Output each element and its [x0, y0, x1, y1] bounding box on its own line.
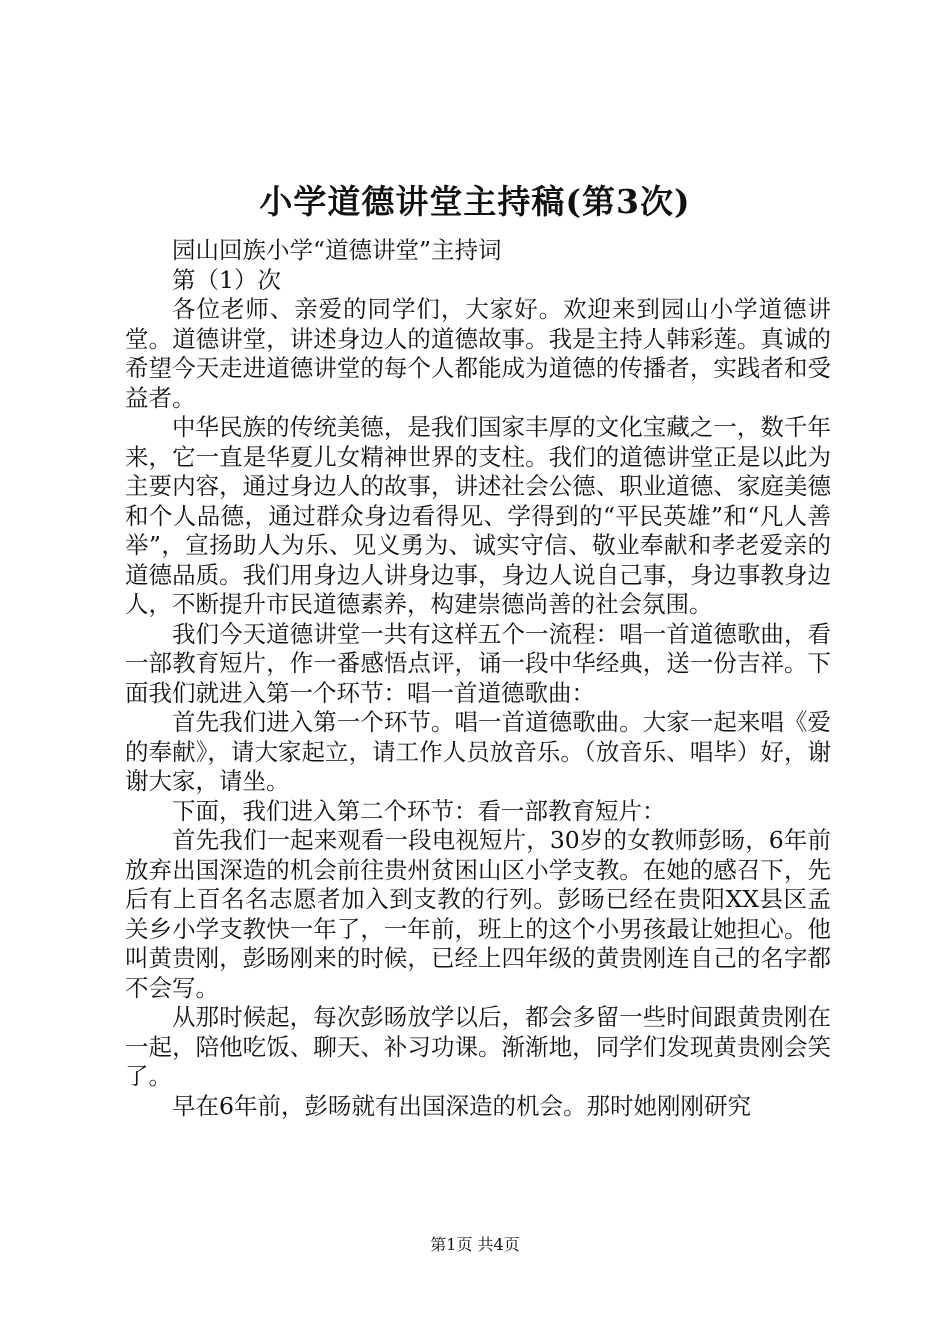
body-paragraph: 首先我们进入第一个环节。唱一首道德歌曲。大家一起来唱《爱的奉献》，请大家起立，请工作人员放音乐。（放音乐、唱毕）好，谢谢大家，请坐。 — [125, 708, 831, 795]
page-footer: 第1页 共4页 — [430, 1235, 520, 1254]
body-paragraph: 早在6年前，彭旸就有出国深造的机会。那时她刚刚研究 — [172, 1091, 751, 1120]
body-paragraph: 首先我们一起来观看一段电视短片，30岁的女教师彭旸，6年前放弃出国深造的机会前往贵州贫困山区小学支教。在她的感召下，先后有上百名名志愿者加入到支教的行列。彭旸已经在贵阳XX县区孟关乡小学支教快一年了，一年前，班上的这个小男孩最让她担心。他叫黄贵刚，彭旸刚来的时候，已经上四年级的黄贵刚连自己的名字都不会写。 — [125, 826, 831, 1002]
body-paragraph: 中华民族的传统美德，是我们国家丰厚的文化宝藏之一，数千年来，它一直是华夏儿女精神世界的支柱。我们的道德讲堂正是以此为主要内容，通过身边人的故事，讲述社会公德、职业道德、家庭美德和个人品德，通过群众身边看得见、学得到的“平民英雄”和“凡人善举”，宣扬助人为乐、见义勇为、诚实守信、敬业奉献和孝老爱亲的道德品质。我们用身边人讲身边事，身边人说自己事，身边事教身边人，不断提升市民道德素养，构建崇德尚善的社会氛围。 — [125, 413, 831, 618]
body-paragraph: 下面，我们进入第二个环节：看一部教育短片： — [172, 796, 666, 825]
body-paragraph: 各位老师、亲爱的同学们，大家好。欢迎来到园山小学道德讲堂。道德讲堂，讲述身边人的道德故事。我是主持人韩彩莲。真诚的希望今天走进道德讲堂的每个人都能成为道德的传播者，实践者和受益者。 — [125, 295, 831, 412]
document-title: 小学道德讲堂主持稿(第3次) — [259, 182, 691, 221]
school-heading-line: 园山回族小学“道德讲堂”主持词 — [172, 236, 502, 264]
document-body — [125, 236, 831, 1121]
body-paragraph: 我们今天道德讲堂一共有这样五个一流程：唱一首道德歌曲，看一部教育短片，作一番感悟点评，诵一段中华经典，送一份吉祥。下面我们就进入第一个环节：唱一首道德歌曲： — [125, 619, 831, 707]
session-number-line: 第（1）次 — [172, 265, 281, 294]
body-paragraph: 从那时候起，每次彭旸放学以后，都会多留一些时间跟黄贵刚在一起，陪他吃饭、聊天、补习功课。渐渐地，同学们发现黄贵刚会笑了。 — [125, 1003, 831, 1090]
